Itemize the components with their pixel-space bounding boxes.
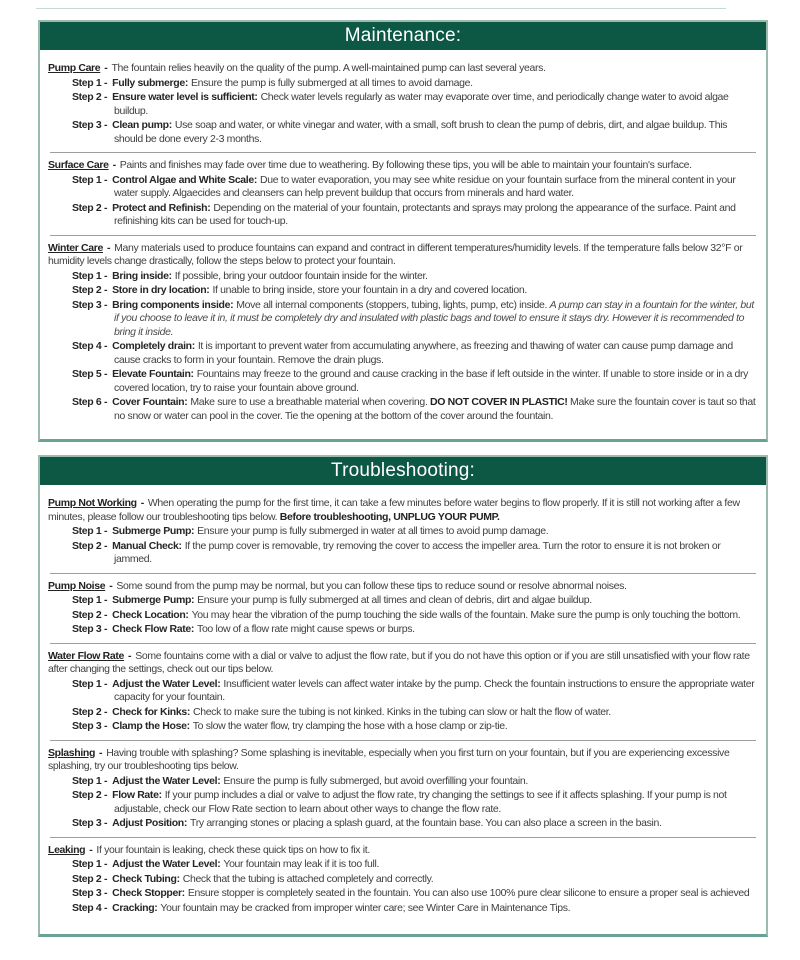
- intro-text: Many materials used to produce fountains can expand and contract in different temperatures/humidity levels. If the temperature falls below 32°F or humidity levels change drastically, follow the steps below to protect your fountain.: [48, 241, 743, 267]
- step-name: Completely drain:: [112, 340, 195, 352]
- section-divider: [50, 573, 756, 574]
- step-text: It is important to prevent water from accumulating anywhere, as freezing and thawing of water can cause pump damage and cause cracks to form in your fountain. Remove the drain plugs.: [114, 340, 733, 366]
- section-winter-care: [48, 242, 758, 424]
- step-name: Cracking:: [112, 901, 158, 914]
- step: [48, 887, 758, 901]
- step: [48, 174, 758, 201]
- maintenance-title: Maintenance:: [344, 25, 462, 46]
- section-splashing: [48, 747, 758, 831]
- step: [48, 678, 758, 705]
- step: [48, 720, 758, 734]
- step: [48, 775, 758, 789]
- step-label: Step 5 -: [72, 368, 108, 380]
- step-text: If your pump includes a dial or valve to adjust the flow rate, try changing the settings to see if it affects splashing. If your pump is not adjustable, check our Flow Rate section to learn about other ways to change the flow rate.: [114, 789, 727, 815]
- section-divider: [50, 643, 756, 644]
- step-label: Step 1 -: [72, 76, 108, 89]
- intro-text: Having trouble with splashing? Some splashing is inevitable, especially when you first turn on your fountain, but if you are experiencing excessive splashing, try our troubleshooting tips below.: [48, 746, 730, 772]
- step: [48, 340, 758, 367]
- section-pump-noise: [48, 580, 758, 637]
- step-text: Due to water evaporation, you may see white residue on your fountain surface from the mineral content in your water supply. Algaecides and cleansers can help prevent buildup that occurs from minerals and hard water.: [114, 173, 736, 199]
- step-name: Clamp the Hose:: [112, 720, 190, 732]
- intro-text: Some sound from the pump may be normal, but you can follow these tips to reduce sound or resolve abnormal noises.: [116, 579, 627, 592]
- step-name: Control Algae and White Scale:: [112, 173, 258, 186]
- heading-dash: -: [112, 159, 116, 171]
- step-label: Step 2 -: [72, 705, 108, 718]
- step-name: Adjust the Water Level:: [112, 858, 221, 870]
- group-intro: [48, 844, 758, 858]
- intro-warning-bold: Before troubleshooting, UNPLUG YOUR PUMP.: [279, 510, 500, 523]
- section-divider: [50, 837, 756, 838]
- step-warning-bold: DO NOT COVER IN PLASTIC!: [430, 396, 568, 408]
- section-divider: [50, 152, 756, 153]
- section-pump-care: [48, 62, 758, 146]
- step: [48, 594, 758, 608]
- step-text: Fountains may freeze to the ground and cause cracking in the base if left outside in the winter. If unable to store inside or in a dry covered location, try to raise your fountain above ground.: [114, 368, 749, 394]
- step-label: Step 2 -: [72, 789, 108, 801]
- section-leaking: [48, 844, 758, 916]
- step-text: If possible, bring your outdoor fountain inside for the winter.: [174, 269, 428, 282]
- step-name: Adjust the Water Level:: [112, 677, 221, 690]
- step: [48, 91, 758, 118]
- step-text: Your fountain may be cracked from improper winter care; see Winter Care in Maintenance Tips.: [160, 901, 571, 914]
- group-heading: Splashing: [48, 746, 96, 759]
- group-intro: [48, 580, 758, 594]
- step-name: Check Tubing:: [112, 872, 180, 885]
- step-label: Step 3 -: [72, 817, 108, 829]
- intro-text: Some fountains come with a dial or valve to adjust the flow rate, but if you do not have this option or if you are still unsatisfied with your flow rate after changing the settings, check out our tips below.: [48, 649, 750, 675]
- step: [48, 525, 758, 539]
- step-text: If unable to bring inside, store your fountain in a dry and covered location.: [212, 284, 527, 296]
- step-name: Adjust the Water Level:: [112, 774, 221, 787]
- step-label: Step 3 -: [72, 720, 108, 732]
- step-label: Step 3 -: [72, 623, 108, 635]
- group-heading: Pump Care: [48, 62, 101, 74]
- group-heading: Surface Care: [48, 159, 109, 171]
- group-intro: [48, 62, 758, 76]
- step-name: Check Flow Rate:: [112, 623, 195, 635]
- heading-dash: -: [140, 497, 144, 509]
- step-text: Ensure stopper is completely seated in the fountain. You can also use 100% pure clear silicone to ensure a proper seal is achieved: [187, 887, 750, 899]
- step-label: Step 1 -: [72, 525, 108, 537]
- section-divider: [50, 235, 756, 236]
- step: [48, 706, 758, 720]
- maintenance-box: [38, 20, 768, 442]
- step-note-italic: A pump can stay in a fountain for the winter, but if you choose to leave it in, it must be completely dry and insulated with plastic bags and towel to ensure it stays dry. However it is recommended to bring it inside.: [114, 298, 754, 338]
- step: [48, 609, 758, 623]
- step-label: Step 2 -: [72, 91, 108, 103]
- step-label: Step 4 -: [72, 340, 108, 352]
- step-name: Check Location:: [112, 608, 189, 621]
- step-name: Bring inside:: [112, 269, 172, 282]
- step-name: Ensure water level is sufficient:: [112, 91, 258, 103]
- page-top-rule: [36, 8, 726, 9]
- step-text: Use soap and water, or white vinegar and water, with a small, soft brush to clean the pump of debris, dirt, and algae buildup. This should be done every 2-3 months.: [114, 119, 728, 145]
- step-label: Step 2 -: [72, 284, 108, 296]
- step-name: Check for Kinks:: [112, 705, 190, 718]
- troubleshooting-header: [40, 457, 766, 485]
- group-intro: [48, 747, 758, 774]
- section-divider: [50, 740, 756, 741]
- step-text: Make sure to use a breathable material when covering.: [190, 396, 431, 408]
- step: [48, 396, 758, 423]
- step-text: Check water levels regularly as water may evaporate over time, and periodically change water to avoid algae buildup.: [114, 91, 729, 117]
- step-label: Step 1 -: [72, 173, 108, 186]
- step-name: Elevate Fountain:: [112, 368, 194, 380]
- section-water-flow-rate: [48, 650, 758, 734]
- heading-dash: -: [109, 579, 113, 592]
- group-intro: [48, 650, 758, 677]
- step-text: To slow the water flow, try clamping the hose with a hose clamp or zip-tie.: [192, 720, 508, 732]
- step-text: Depending on the material of your fountain, protectants and sprays may prolong the appearance of the surface. Paint and refinishing kits can be used for touch-up.: [114, 201, 736, 227]
- intro-text: When operating the pump for the first time, it can take a few minutes before water begins to flow properly. If it is still not working after a few minutes, please follow our troubleshooting tips below.: [48, 497, 740, 523]
- step-name: Adjust Position:: [112, 817, 188, 829]
- group-intro: [48, 159, 758, 173]
- step-name: Protect and Refinish:: [112, 201, 211, 214]
- heading-dash: -: [89, 843, 93, 856]
- step-label: Step 2 -: [72, 872, 108, 885]
- step-name: Bring components inside:: [112, 298, 234, 311]
- troubleshooting-body: [40, 485, 766, 923]
- maintenance-header: [40, 22, 766, 50]
- heading-dash: -: [104, 62, 108, 74]
- step-text: Make sure the fountain cover is taut so that no snow or water can pool in the cover. Tie the opening at the bottom of the cover around the fountain.: [114, 396, 756, 422]
- group-heading: Leaking: [48, 843, 86, 856]
- step: [48, 858, 758, 872]
- step-text: Insufficient water levels can affect water intake by the pump. Check the fountain instructions to ensure the appropriate water capacity for your fountain.: [114, 677, 755, 703]
- troubleshooting-box: [38, 455, 768, 937]
- step-name: Submerge Pump:: [112, 525, 195, 537]
- step-text: You may hear the vibration of the pump touching the side walls of the fountain. Make sure the pump is only touching the bottom.: [191, 608, 741, 621]
- intro-text: Paints and finishes may fade over time due to weathering. By following these tips, you will be able to maintain your fountain's surface.: [119, 159, 692, 171]
- step-name: Flow Rate:: [112, 789, 162, 801]
- section-surface-care: [48, 159, 758, 229]
- heading-dash: -: [107, 241, 111, 254]
- step: [48, 202, 758, 229]
- step-label: Step 3 -: [72, 887, 108, 899]
- step-label: Step 3 -: [72, 298, 108, 311]
- step: [48, 119, 758, 146]
- step-label: Step 3 -: [72, 119, 108, 131]
- intro-text: If your fountain is leaking, check these quick tips on how to fix it.: [96, 843, 370, 856]
- step-text: Too low of a flow rate might cause spews or burps.: [197, 623, 415, 635]
- step: [48, 284, 758, 298]
- step: [48, 873, 758, 887]
- section-pump-not-working: [48, 497, 758, 567]
- step-text: Check to make sure the tubing is not kinked. Kinks in the tubing can slow or halt the flow of water.: [192, 705, 611, 718]
- step-text: Ensure your pump is fully submerged in water at all times to avoid pump damage.: [197, 525, 549, 537]
- step-text: Ensure your pump is fully submerged at all times and clean of debris, dirt and algae buildup.: [197, 594, 592, 606]
- step: [48, 77, 758, 91]
- step-text: Try arranging stones or placing a splash guard, at the fountain base. You can also place a screen in the basin.: [190, 817, 662, 829]
- step: [48, 540, 758, 567]
- step-text: Check that the tubing is attached completely and correctly.: [182, 872, 434, 885]
- step: [48, 817, 758, 831]
- step-label: Step 2 -: [72, 539, 108, 552]
- step-label: Step 2 -: [72, 608, 108, 621]
- group-heading: Pump Noise: [48, 579, 106, 592]
- step-label: Step 1 -: [72, 269, 108, 282]
- step: [48, 270, 758, 284]
- step-name: Cover Fountain:: [112, 396, 188, 408]
- step-name: Check Stopper:: [112, 887, 185, 899]
- step-label: Step 1 -: [72, 774, 108, 787]
- step: [48, 789, 758, 816]
- step-text: Ensure the pump is fully submerged, but avoid overfilling your fountain.: [223, 774, 528, 787]
- step-label: Step 1 -: [72, 594, 108, 606]
- heading-dash: -: [99, 746, 103, 759]
- step-name: Store in dry location:: [112, 284, 210, 296]
- step: [48, 299, 758, 340]
- step-label: Step 1 -: [72, 677, 108, 690]
- step-name: Submerge Pump:: [112, 594, 195, 606]
- group-heading: Water Flow Rate: [48, 649, 125, 662]
- troubleshooting-title: Troubleshooting:: [330, 460, 476, 481]
- step-text: If the pump cover is removable, try removing the cover to access the impeller area. Turn the rotor to ensure it is not broken or jammed.: [114, 539, 721, 565]
- step: [48, 623, 758, 637]
- maintenance-body: [40, 50, 766, 431]
- step-text: Your fountain may leak if it is too full.: [223, 858, 380, 870]
- step-name: Fully submerge:: [112, 76, 188, 89]
- step-label: Step 6 -: [72, 396, 108, 408]
- step-label: Step 1 -: [72, 858, 108, 870]
- step: [48, 902, 758, 916]
- step-text: Move all internal components (stoppers, tubing, lights, pump, etc) inside.: [236, 298, 550, 311]
- group-intro: [48, 497, 758, 524]
- step: [48, 368, 758, 395]
- group-heading: Winter Care: [48, 241, 103, 254]
- group-heading: Pump Not Working: [48, 497, 137, 509]
- heading-dash: -: [128, 649, 132, 662]
- step-name: Manual Check:: [112, 539, 182, 552]
- step-name: Clean pump:: [112, 119, 172, 131]
- step-label: Step 2 -: [72, 201, 108, 214]
- group-intro: [48, 242, 758, 269]
- intro-text: The fountain relies heavily on the quality of the pump. A well-maintained pump can last several years.: [111, 62, 546, 74]
- step-label: Step 4 -: [72, 901, 108, 914]
- step-text: Ensure the pump is fully submerged at all times to avoid damage.: [190, 76, 473, 89]
